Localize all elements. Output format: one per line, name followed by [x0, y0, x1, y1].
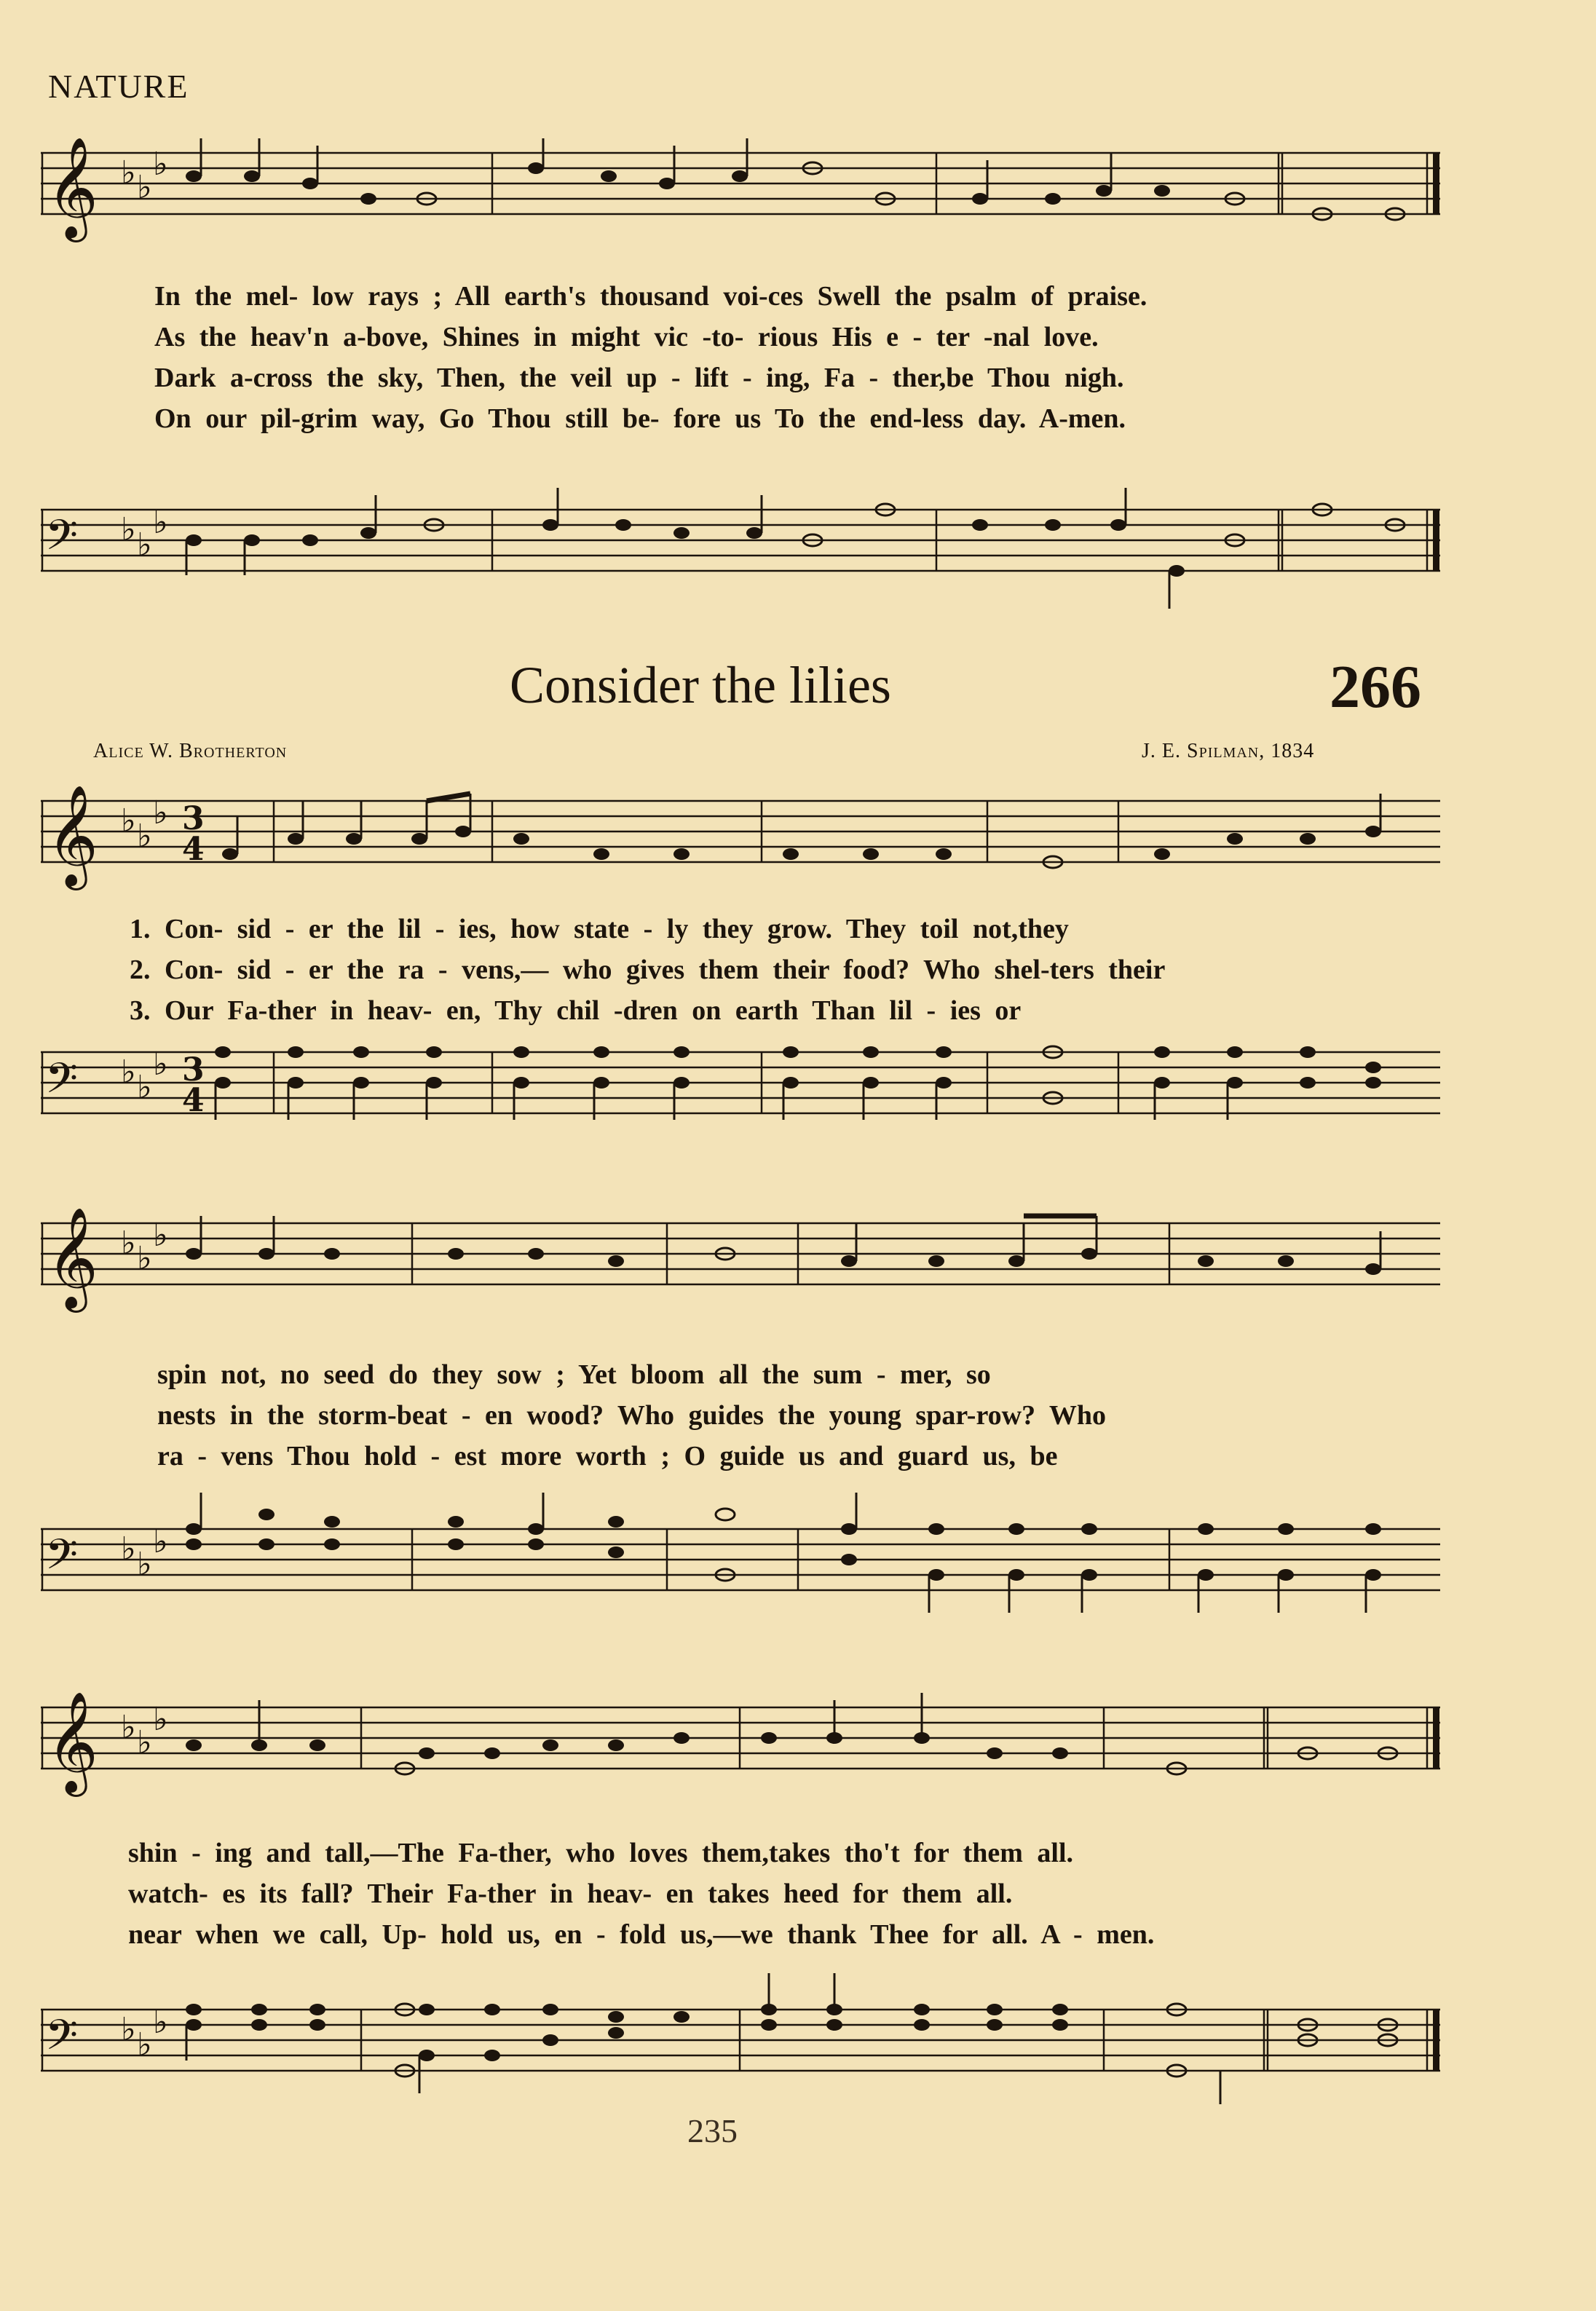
svg-text:𝄢: 𝄢	[45, 1530, 79, 1589]
system-1-verse-1: 1. Con- sid - er the lil - ies, how state - ly they grow. They toil not,they	[130, 914, 1069, 944]
page-number: 235	[687, 2112, 738, 2149]
system-2-verse-2: nests in the storm-beat - en wood? Who guides the young spar-row? Who	[157, 1400, 1107, 1431]
svg-text:𝄞: 𝄞	[47, 785, 98, 886]
svg-text:♭: ♭	[153, 1523, 168, 1560]
system-3-bass-staff	[41, 1966, 1446, 2111]
svg-text:♭: ♭	[153, 794, 168, 831]
system-3-verse-2: watch- es its fall? Their Fa-ther in heav- en takes heed for them all.	[128, 1879, 1013, 1909]
svg-text:♭: ♭	[153, 1046, 168, 1083]
section-label: NATURE	[48, 68, 189, 105]
svg-text:4: 4	[182, 1082, 205, 1119]
hymn-title: Consider the lilies	[510, 656, 891, 714]
svg-text:♭: ♭	[121, 154, 136, 191]
system-1-bass-staff	[41, 1034, 1446, 1150]
svg-text:♭: ♭	[153, 146, 168, 183]
hymn-composer: J. E. Spilman, 1834	[1142, 740, 1315, 762]
system-2-bass-staff	[41, 1485, 1446, 1631]
svg-text:♭: ♭	[137, 1724, 152, 1761]
previous-hymn-verse-2: As the heav'n a-bove, Shines in might vic -to- rious His e - ter -nal love.	[154, 322, 1099, 352]
svg-text:♭: ♭	[137, 1069, 152, 1106]
previous-hymn-verse-1: In the mel- low rays ; All earth's thousand voi-ces Swell the psalm of praise.	[154, 281, 1147, 312]
svg-text:♭: ♭	[121, 511, 136, 548]
svg-text:♭: ♭	[121, 1709, 136, 1746]
system-1-verse-3: 3. Our Fa-ther in heav- en, Thy chil -dren on earth Than lil - ies or	[130, 995, 1022, 1026]
system-1-verse-2: 2. Con- sid - er the ra - vens,— who gives them their food? Who shel-ters their	[130, 955, 1166, 985]
svg-text:♭: ♭	[121, 2011, 136, 2048]
system-2-verse-1: spin not, no seed do they sow ; Yet bloom all the sum - mer, so	[157, 1359, 991, 1390]
svg-text:♭: ♭	[121, 1530, 136, 1568]
hymn-author: Alice W. Brotherton	[93, 740, 288, 762]
previous-hymn-treble-staff	[41, 138, 1446, 248]
svg-text:♭: ♭	[137, 818, 152, 855]
svg-text:𝄢: 𝄢	[45, 2010, 79, 2070]
system-3-treble-staff	[41, 1689, 1446, 1806]
svg-text:♭: ♭	[121, 1225, 136, 1262]
svg-text:♭: ♭	[137, 2026, 152, 2063]
svg-text:♭: ♭	[153, 504, 168, 541]
svg-text:𝄞: 𝄞	[47, 1691, 98, 1793]
svg-text:♭: ♭	[153, 1701, 168, 1738]
previous-hymn-bass-staff	[41, 466, 1446, 612]
system-3-verse-1: shin - ing and tall,—The Fa-ther, who loves them,takes tho't for them all.	[128, 1838, 1074, 1868]
svg-text:3: 3	[182, 1051, 205, 1089]
svg-text:♭: ♭	[137, 526, 152, 564]
hymn-number: 266	[1330, 653, 1421, 721]
svg-text:3: 3	[182, 800, 205, 837]
system-2-treble-staff	[41, 1205, 1446, 1322]
svg-text:♭: ♭	[153, 1217, 168, 1254]
system-2-verse-3: ra - vens Thou hold - est more worth ; O guide us and guard us, be	[157, 1441, 1058, 1471]
svg-text:𝄞: 𝄞	[47, 1207, 98, 1308]
svg-text:𝄞: 𝄞	[47, 138, 98, 238]
svg-text:♭: ♭	[121, 1054, 136, 1091]
svg-text:♭: ♭	[137, 169, 152, 206]
svg-text:♭: ♭	[137, 1240, 152, 1277]
svg-text:𝄢: 𝄢	[45, 1054, 79, 1113]
svg-text:♭: ♭	[137, 1546, 152, 1583]
previous-hymn-verse-4: On our pil-grim way, Go Thou still be- fore us To the end-less day. A-men.	[154, 403, 1126, 434]
svg-text:𝄢: 𝄢	[45, 510, 79, 570]
system-1-treble-staff	[41, 783, 1446, 899]
previous-hymn-verse-3: Dark a-cross the sky, Then, the veil up - lift - ing, Fa - ther,be Thou nigh.	[154, 363, 1124, 393]
svg-text:♭: ♭	[121, 802, 136, 840]
svg-text:4: 4	[182, 831, 205, 868]
system-3-verse-3: near when we call, Up- hold us, en - fold us,—we thank Thee for all. A - men.	[128, 1919, 1155, 1950]
svg-text:♭: ♭	[153, 2004, 168, 2041]
